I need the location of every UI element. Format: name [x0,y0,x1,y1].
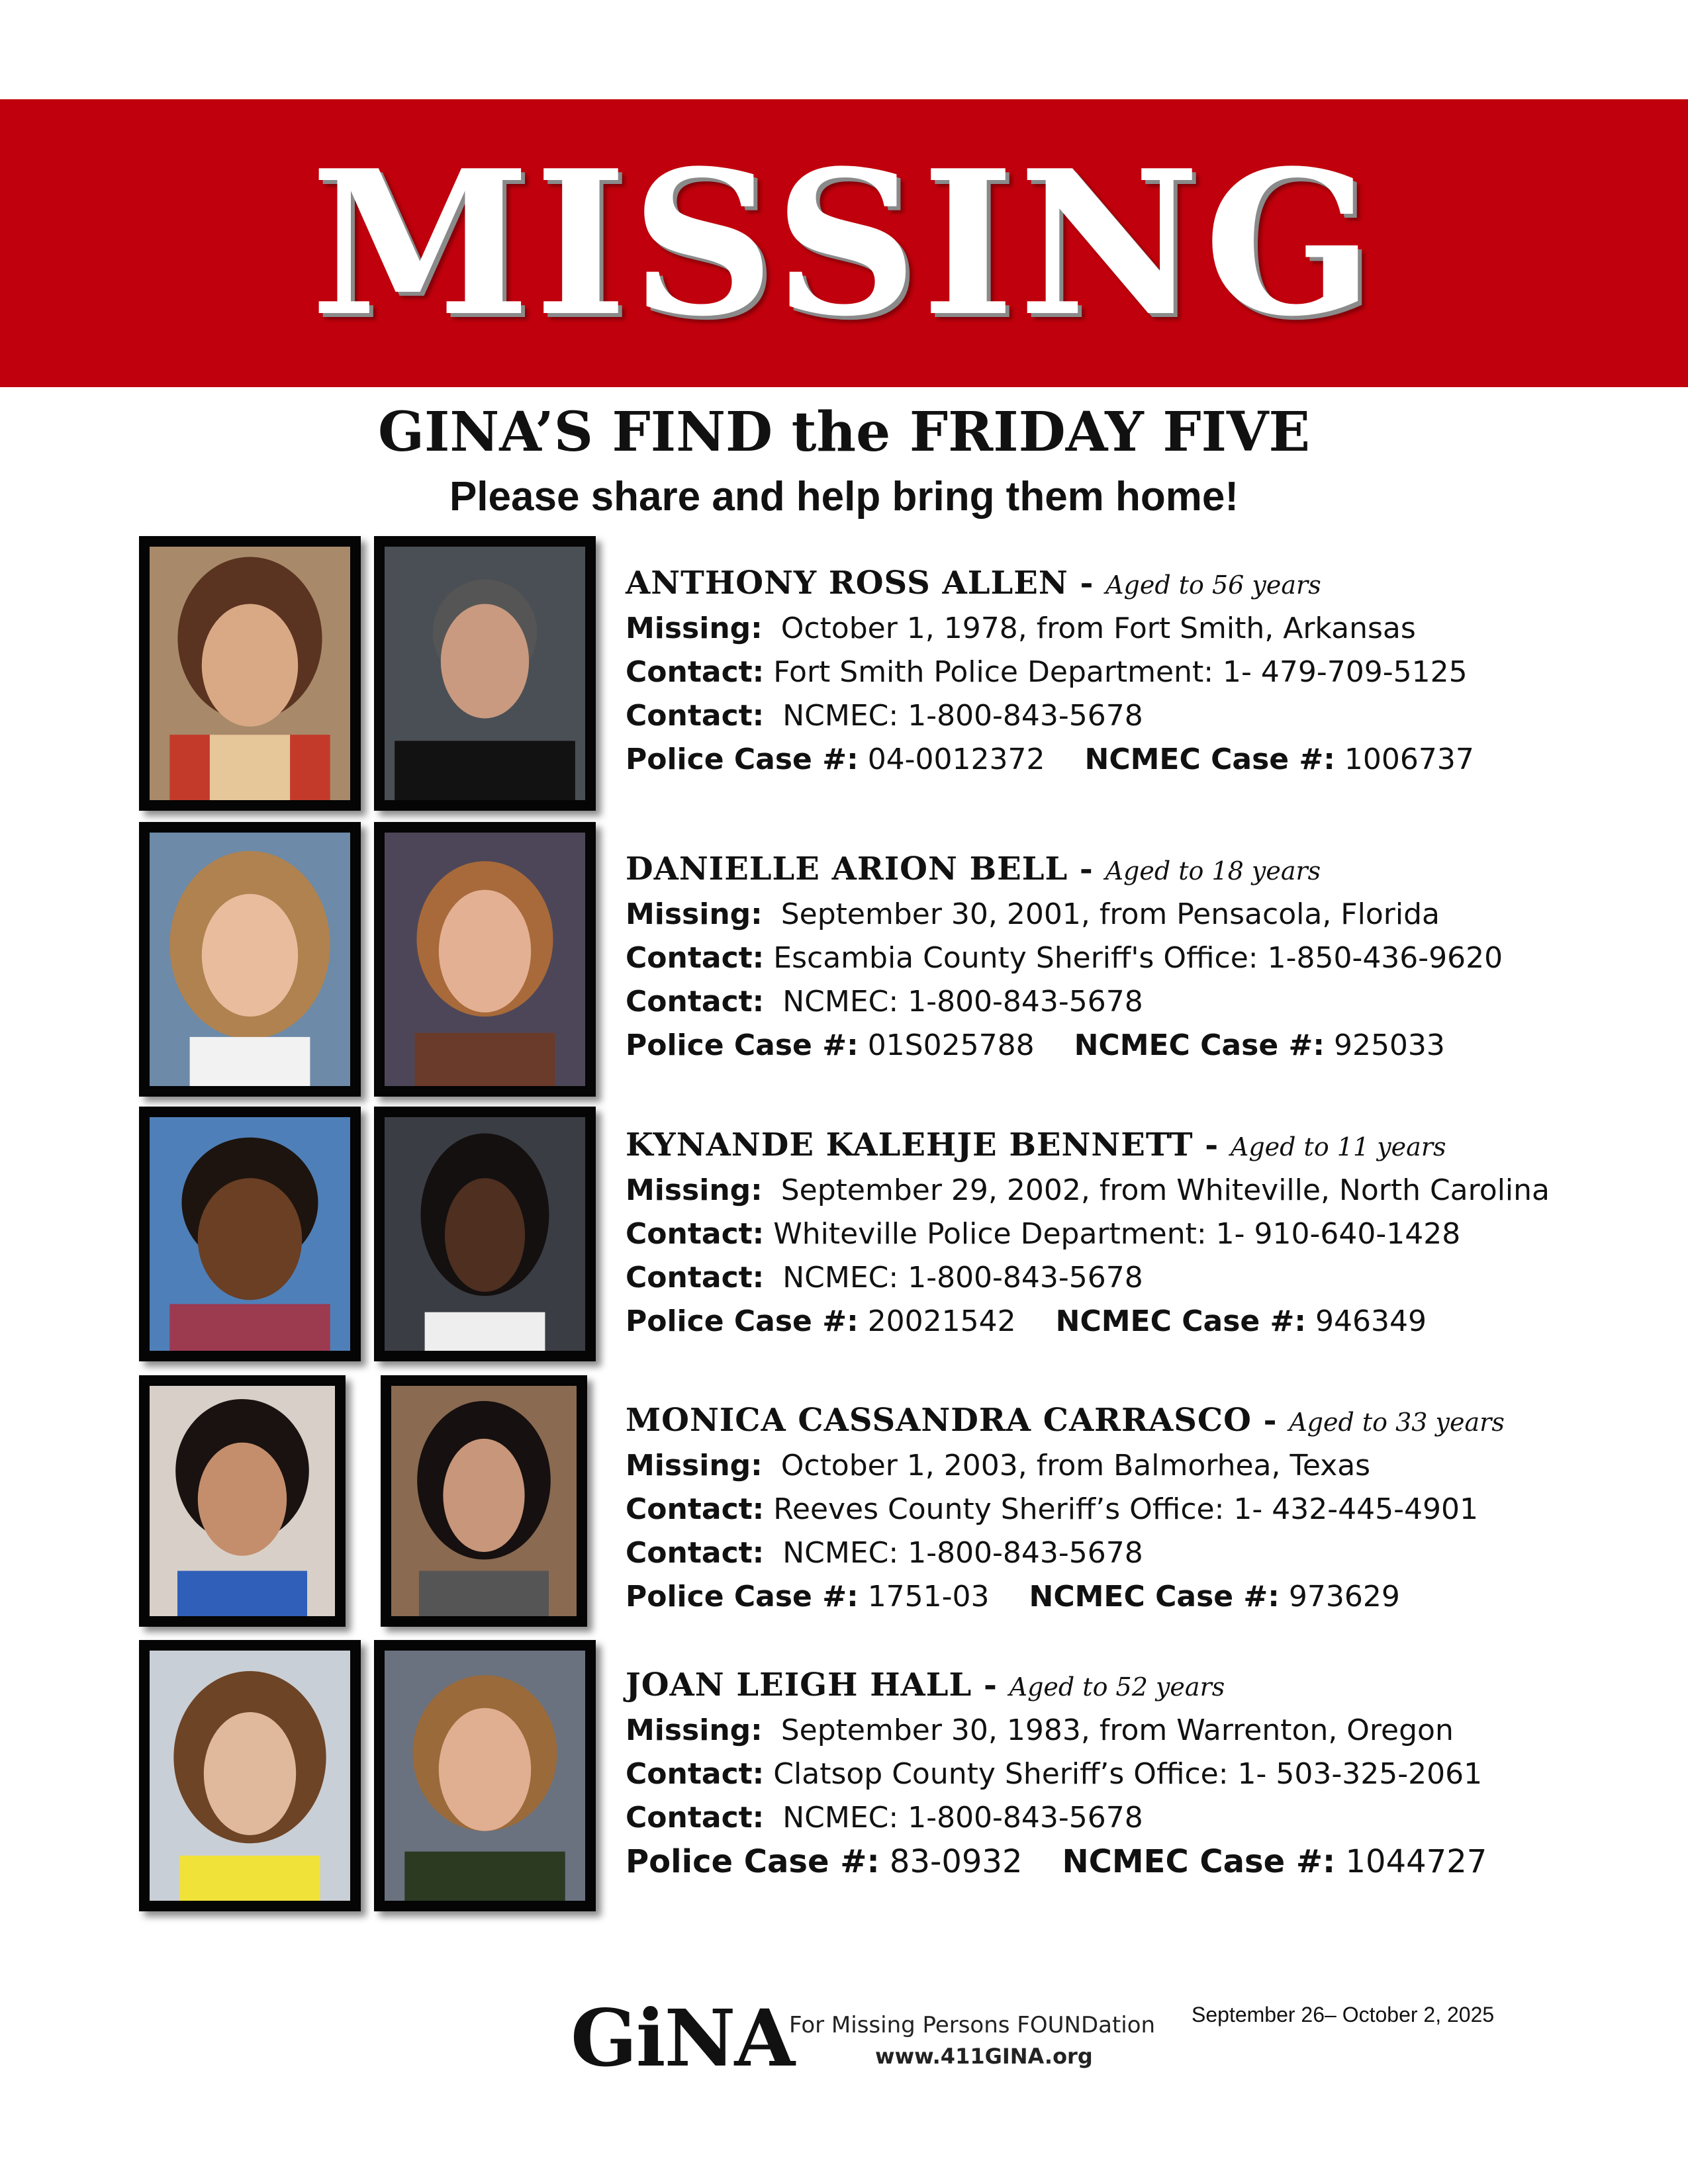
contact-line: Contact: Fort Smith Police Department: 1- 479-709-5125 [626,655,1468,689]
aged-label: Aged to 11 years [1230,1132,1446,1161]
case-line: Police Case #: 01S025788 NCMEC Case #: 925033 [626,1028,1445,1062]
person-name: MONICA CASSANDRA CARRASCO - Aged to 33 years [626,1402,1505,1439]
photo-danielle-age-progressed [374,822,596,1097]
missing-line: Missing: October 1, 1978, from Fort Smith, Arkansas [626,612,1416,645]
aged-label: Aged to 52 years [1009,1672,1225,1702]
person-name: JOAN LEIGH HALL - Aged to 52 years [626,1666,1225,1704]
person-info-anthony [626,561,1658,782]
aged-label: Aged to 33 years [1289,1408,1505,1437]
aged-label: Aged to 18 years [1105,856,1321,886]
logo-wordmark: GiNA [571,1992,794,2084]
case-line: Police Case #: 04-0012372 NCMEC Case #: 1006737 [626,743,1474,776]
missing-line: Missing: September 29, 2002, from Whiteville, North Carolina [626,1173,1550,1207]
logo-tagline: For Missing Persons FOUNDation [789,2012,1156,2038]
photo-anthony-age-progressed [374,536,596,811]
logo-url: www.411GINA.org [875,2044,1093,2069]
missing-line: Missing: October 1, 2003, from Balmorhea, Texas [626,1449,1371,1482]
contact-line: Contact: NCMEC: 1-800-843-5678 [626,1801,1143,1835]
missing-line: Missing: September 30, 2001, from Pensacola, Florida [626,897,1440,931]
person-name: DANIELLE ARION BELL - Aged to 18 years [626,850,1321,887]
missing-banner [0,99,1688,387]
photo-joan-age-progressed [374,1640,596,1911]
photo-monica-age-progressed [381,1375,587,1627]
case-line: Police Case #: 20021542 NCMEC Case #: 946349 [626,1304,1427,1338]
photo-kynande-age-progressed [374,1107,596,1361]
banner-title: MISSING [310,126,1378,360]
contact-line: Contact: NCMEC: 1-800-843-5678 [626,699,1143,733]
date-range: September 26– October 2, 2025 [1192,2003,1495,2026]
photo-anthony-childhood [139,536,361,811]
contact-line: Contact: Whiteville Police Department: 1- 910-640-1428 [626,1217,1461,1251]
missing-line: Missing: September 30, 1983, from Warrenton, Oregon [626,1713,1454,1747]
person-info-joan [626,1663,1658,1884]
contact-line: Contact: Escambia County Sheriff's Office: 1-850-436-9620 [626,941,1503,975]
contact-line: Contact: Clatsop County Sheriff’s Office: 1- 503-325-2061 [626,1757,1483,1791]
page-tagline: Please share and help bring them home! [449,474,1239,520]
page-subtitle: GINA’S FIND the FRIDAY FIVE [377,400,1311,464]
contact-line: Contact: NCMEC: 1-800-843-5678 [626,985,1143,1019]
photo-kynande-childhood [139,1107,361,1361]
contact-line: Contact: Reeves County Sheriff’s Office: 1- 432-445-4901 [626,1492,1478,1526]
photo-danielle-childhood [139,822,361,1097]
photo-monica-childhood [139,1375,346,1627]
gina-logo [571,1992,1156,2084]
case-line: Police Case #: 1751-03 NCMEC Case #: 973629 [626,1580,1400,1614]
person-info-danielle [626,847,1658,1068]
case-line: Police Case #: 83-0932 NCMEC Case #: 1044727 [626,1843,1487,1880]
person-name: ANTHONY ROSS ALLEN - Aged to 56 years [626,565,1321,602]
person-info-kynande [626,1123,1658,1343]
contact-line: Contact: NCMEC: 1-800-843-5678 [626,1261,1143,1295]
person-info-monica [626,1398,1658,1619]
person-name: KYNANDE KALEHJE BENNETT - Aged to 11 years [626,1126,1446,1163]
aged-label: Aged to 56 years [1105,570,1321,600]
photo-joan-childhood [139,1640,361,1911]
contact-line: Contact: NCMEC: 1-800-843-5678 [626,1536,1143,1570]
